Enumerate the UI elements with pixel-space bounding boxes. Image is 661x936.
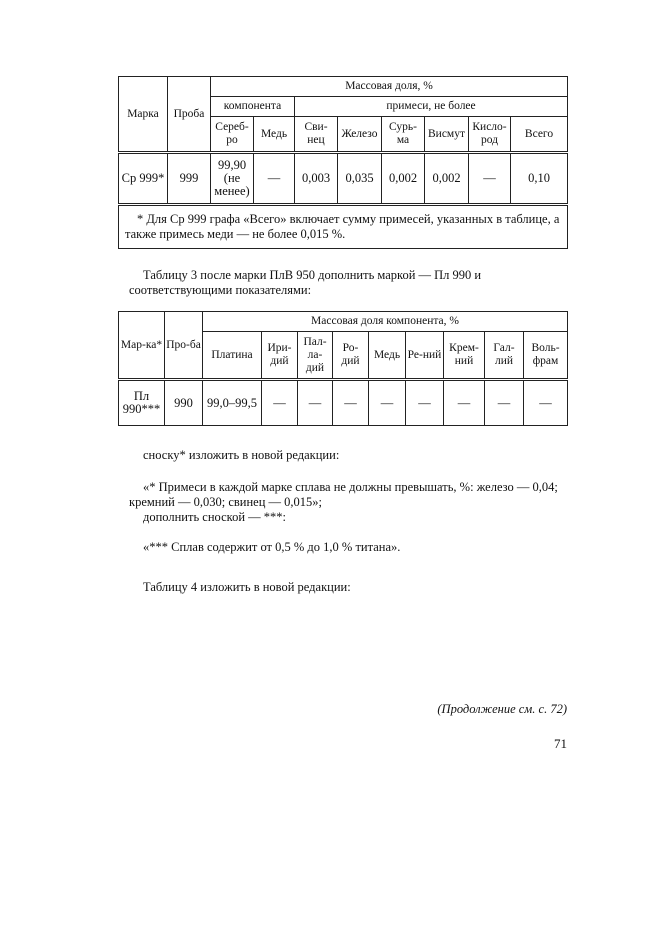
t1-header-mass-fraction: Массовая доля, % [211, 77, 568, 97]
paragraph-titanium-note: «*** Сплав содержит от 0,5 % до 1,0 % титана». [143, 540, 401, 554]
t2-col-iridium: Ири-дий [262, 332, 298, 380]
t1-col-iron: Железо [338, 117, 382, 153]
t1-cell-copper: — [254, 153, 295, 205]
table-2 [118, 311, 568, 426]
t2-cell-tungsten: — [524, 380, 568, 426]
t2-col-rhodium: Ро-дий [333, 332, 369, 380]
t2-header-mark: Мар-ка* [119, 312, 165, 380]
t2-header-proba: Про-ба [165, 312, 203, 380]
t2-cell-iridium: — [262, 380, 298, 426]
t1-footnote [119, 205, 568, 249]
t2-cell-rhodium: — [333, 380, 369, 426]
paragraph-footnote-instruction: сноску* изложить в новой редакции: [143, 448, 340, 462]
t2-col-tungsten: Воль-фрам [524, 332, 568, 380]
t2-header-mass-fraction: Массовая доля компонента, % [203, 312, 568, 332]
t1-header-component: компонента [211, 97, 295, 117]
t2-col-silicon: Крем-ний [444, 332, 485, 380]
t2-cell-silicon: — [444, 380, 485, 426]
t2-cell-mark: Пл 990*** [119, 380, 165, 426]
t1-cell-silver: 99,90 (не менее) [211, 153, 254, 205]
t2-cell-copper: — [369, 380, 406, 426]
t2-cell-proba: 990 [165, 380, 203, 426]
continuation-note: (Продолжение см. с. 72) [437, 702, 567, 716]
t1-cell-bismuth: 0,002 [425, 153, 469, 205]
t2-col-rhenium: Ре-ний [406, 332, 444, 380]
paragraph-footnote-text: «* Примеси в каждой марке сплава не должны превышать, %: железо — 0,04; кремний — 0,030; свинец — 0,015»; [129, 480, 558, 509]
t2-cell-gallium: — [485, 380, 524, 426]
t1-col-antimony: Сурь-ма [382, 117, 425, 153]
t2-col-copper: Медь [369, 332, 406, 380]
t1-footnote-text: * Для Ср 999 графа «Всего» включает сумму примесей, указанных в таблице, а также примесь меди — не более 0,015 %. [125, 212, 560, 241]
table-row [119, 153, 568, 205]
t1-cell-proba: 999 [168, 153, 211, 205]
paragraph-add-footnote: дополнить сноской — ***: [143, 510, 286, 524]
t1-col-copper: Медь [254, 117, 295, 153]
t1-header-mark: Марка [119, 77, 168, 153]
t1-col-silver: Сереб-ро [211, 117, 254, 153]
t1-cell-mark: Ср 999* [119, 153, 168, 205]
t1-col-oxygen: Кисло-род [469, 117, 511, 153]
table-row [119, 380, 568, 426]
paragraph-table4-intro: Таблицу 4 изложить в новой редакции: [143, 580, 351, 594]
t1-cell-oxygen: — [469, 153, 511, 205]
t1-cell-iron: 0,035 [338, 153, 382, 205]
page-number: 71 [554, 736, 567, 751]
t2-cell-palladium: — [298, 380, 333, 426]
t2-col-platinum: Платина [203, 332, 262, 380]
t2-col-gallium: Гал-лий [485, 332, 524, 380]
t1-col-lead: Сви-нец [295, 117, 338, 153]
t1-cell-lead: 0,003 [295, 153, 338, 205]
t2-cell-platinum: 99,0–99,5 [203, 380, 262, 426]
t2-col-palladium: Пал-ла-дий [298, 332, 333, 380]
t1-header-impurities: примеси, не более [295, 97, 568, 117]
t2-cell-rhenium: — [406, 380, 444, 426]
t1-header-proba: Проба [168, 77, 211, 153]
t1-cell-total: 0,10 [511, 153, 568, 205]
paragraph-table3-intro: Таблицу 3 после марки ПлВ 950 дополнить маркой — Пл 990 и соответствующими показателями: [129, 268, 482, 297]
t1-cell-antimony: 0,002 [382, 153, 425, 205]
t1-col-total: Всего [511, 117, 568, 153]
t1-col-bismuth: Висмут [425, 117, 469, 153]
table-1 [118, 76, 568, 249]
